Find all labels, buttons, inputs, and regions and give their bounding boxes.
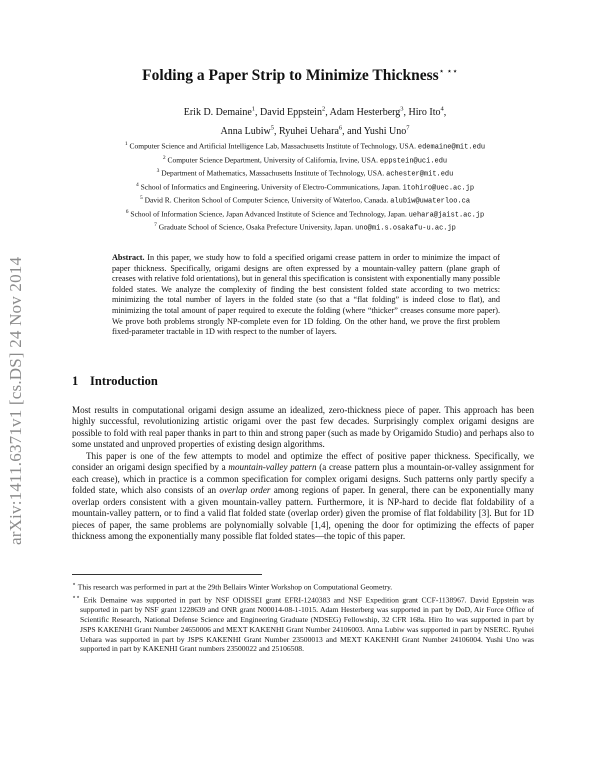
footnotes (72, 580, 534, 655)
affiliation-list (60, 139, 550, 234)
abstract-text: In this paper, we study how to fold a specified origami crease pattern in order to minimize the impact of paper thickness. Specifically, origami designs are often expressed by a mountain-valley pattern (plane graph of creases with relative fold orientations), but in general this specification is consistent with exponentially many possible folded states. We analyze the complexity of finding the best consistent folded state according to two metrics: minimizing the total number of layers in the folded state (so that a “flat folding” is indeed close to flat), and minimizing the total amount of paper required to execute the folding (where “thicker” creases consume more paper). We prove both problems strongly NP-complete even for 1D folding. On the other hand, we prove the first problem fixed-parameter tractable in 1D with respect to the number of layers. (112, 253, 501, 337)
abstract-heading: Abstract. (112, 253, 145, 262)
affiliation (60, 153, 550, 167)
paragraph-text: This paper is one of the few attempts to model and optimize the effect of positive paper thickness. Specifically, we consider an origami design specified by a (72, 450, 534, 473)
affiliation-text: School of Informatics and Engineering, University of Electro-Communications, Japan. (140, 182, 401, 191)
footnote (72, 580, 534, 592)
affiliation-number: 1 (124, 141, 128, 147)
author (221, 126, 280, 137)
affiliation (60, 207, 550, 221)
affiliation-email[interactable]: uno@mi.s.osakafu-u.ac.jp (355, 224, 456, 233)
author-separator: , (403, 107, 409, 119)
arxiv-identifier-stamp: arXiv:1411.6371v1 [cs.DS] 24 Nov 2014 (6, 256, 25, 545)
footnote-text: This research was performed in part at the 29th Bellairs Winter Workshop on Computational Geometry. (77, 582, 393, 592)
body-text (72, 405, 534, 542)
author-name: Anna Lubiw (220, 125, 271, 137)
emphasized-term: mountain-valley pattern (228, 462, 317, 473)
affiliation (60, 220, 550, 234)
author-affiliation-number: 2 (321, 106, 326, 113)
footnote-mark: ⋆⋆ (72, 594, 80, 602)
author-name: Ryuhei Uehara (279, 125, 339, 137)
footnote-mark: ⋆ (72, 581, 76, 588)
author-separator: , (443, 107, 447, 119)
affiliation (60, 193, 550, 207)
author (330, 107, 409, 118)
author (260, 107, 330, 118)
emphasized-term: overlap order (219, 485, 271, 496)
author-name: Yushi Uno (363, 125, 407, 137)
author-name: Adam Hesterberg (329, 107, 401, 119)
abstract (112, 253, 500, 338)
body-paragraph (72, 405, 534, 451)
affiliation-email[interactable]: itohiro@uec.ac.jp (402, 184, 475, 192)
paragraph-text: (a crease pattern plus a mountain-or-valley assignment for each crease), which in practice is a common specification for complex origami designs. Such patterns only partly specify a folded state, which also consists of an (72, 462, 535, 496)
affiliation-email[interactable]: achester@mit.edu (386, 170, 454, 179)
section-heading (72, 374, 158, 389)
affiliation-text: David R. Cheriton School of Computer Science, University of Waterloo, Canada. (144, 195, 389, 205)
author-affiliation-number: 1 (251, 106, 256, 113)
author-affiliation-number: 4 (440, 106, 444, 113)
author-affiliation-number: 3 (400, 106, 404, 113)
paper-title (0, 66, 600, 85)
section-title: Introduction (90, 374, 158, 388)
affiliation-email[interactable]: alubiw@uwaterloo.ca (390, 197, 471, 206)
paper-title-text: Folding a Paper Strip to Minimize Thickness (142, 67, 439, 85)
section-number: 1 (72, 374, 79, 388)
affiliation-number: 5 (139, 195, 143, 201)
affiliation-text: Department of Mathematics, Massachusetts Institute of Technology, USA. (161, 168, 385, 178)
affiliation-text: Graduate School of Science, Osaka Prefecture University, Japan. (158, 222, 354, 232)
affiliation (60, 166, 550, 180)
paragraph-text: among regions of paper. In general, there can be exponentially many overlap orders consistent with a given mountain-valley pattern. Furthermore, it is NP-hard to decide flat foldability of a mountain-valley pattern, or to find a valid flat folded state (overlap order) given the promise of flat foldability [3]. But for 1D pieces of paper, the same problems are polynomially solvable [1,4], opening the door for optimizing the effects of paper thickness among the exponentially many possible flat folded states—the topic of this paper. (72, 485, 534, 541)
affiliation-number: 7 (154, 222, 157, 228)
author (364, 126, 410, 137)
paragraph-text: Most results in computational origami design assume an idealized, zero-thickness piece of paper. This approach has been highly successful, revolutionizing artistic origami over the past few decades. Surprisingly complex origami designs are possible to fold with real paper thanks in part to thin and strong paper (such as made by Origamido Studio) and perhaps also to some unstated and unproved properties of existing design algorithms. (72, 405, 534, 450)
author-name: Hiro Ito (408, 107, 441, 119)
affiliation (60, 139, 550, 153)
author (409, 107, 447, 118)
affiliation-number: 6 (125, 208, 129, 215)
affiliation-email[interactable]: edemaine@mit.edu (417, 143, 486, 152)
footnote-text: Erik Demaine was supported in part by NSF ODISSEI grant EFRI-1240383 and NSF Expedition grant CCF-1138967. David Eppstein was supported in part by NSF grant 1228639 and ONR grant N00014-08-1-1015. Adam Hesterberg was supported in part by DoD, Air Force Office of Scientific Research, National Defense Science and Engineering Graduate (NDSEG) Fellowship, 32 CFR 168a. Hiro Ito was supported in part by JSPS KAKENHI Grant Number 24650006 and MEXT KAKENHI Grant Number 24106003. Anna Lubiw was supported in part by NSERC. Ryuhei Uehara was supported in part by JSPS KAKENHI Grant Number 23500013 and MEXT KAKENHI Grant Number 24106004. Yushi Uno was supported in part by KAKENHI Grant numbers 23500022 and 25106508. (80, 595, 534, 654)
footnote-divider (72, 574, 262, 575)
author-affiliation-number: 6 (338, 124, 343, 132)
author (279, 126, 364, 137)
affiliation-email[interactable]: uehara@jaist.ac.jp (408, 211, 485, 219)
author-separator: , (255, 107, 261, 119)
author-separator: , (274, 125, 280, 137)
affiliation-number: 2 (162, 154, 166, 161)
footnote (72, 593, 534, 654)
title-footnote-marks: ⋆ ⋆⋆ (438, 66, 458, 76)
author-separator: , (325, 107, 330, 119)
affiliation (60, 180, 550, 194)
affiliation-number: 3 (156, 168, 160, 174)
affiliation-text: School of Information Science, Japan Advanced Institute of Science and Technology, Japan. (130, 209, 407, 218)
author-name: David Eppstein (260, 107, 322, 119)
author-affiliation-number: 7 (406, 124, 410, 132)
author-affiliation-number: 5 (270, 124, 275, 132)
author-separator: , and (342, 125, 364, 137)
affiliation-text: Computer Science Department, University of California, Irvine, USA. (167, 155, 379, 164)
affiliation-number: 4 (135, 181, 139, 188)
affiliation-text: Computer Science and Artificial Intelligence Lab, Massachusetts Institute of Technology, USA. (129, 141, 417, 151)
body-paragraph (72, 451, 534, 543)
author-name: Erik D. Demaine (183, 107, 252, 119)
author-list (120, 102, 510, 139)
affiliation-email[interactable]: eppstein@uci.edu (379, 157, 448, 165)
author (184, 107, 260, 118)
